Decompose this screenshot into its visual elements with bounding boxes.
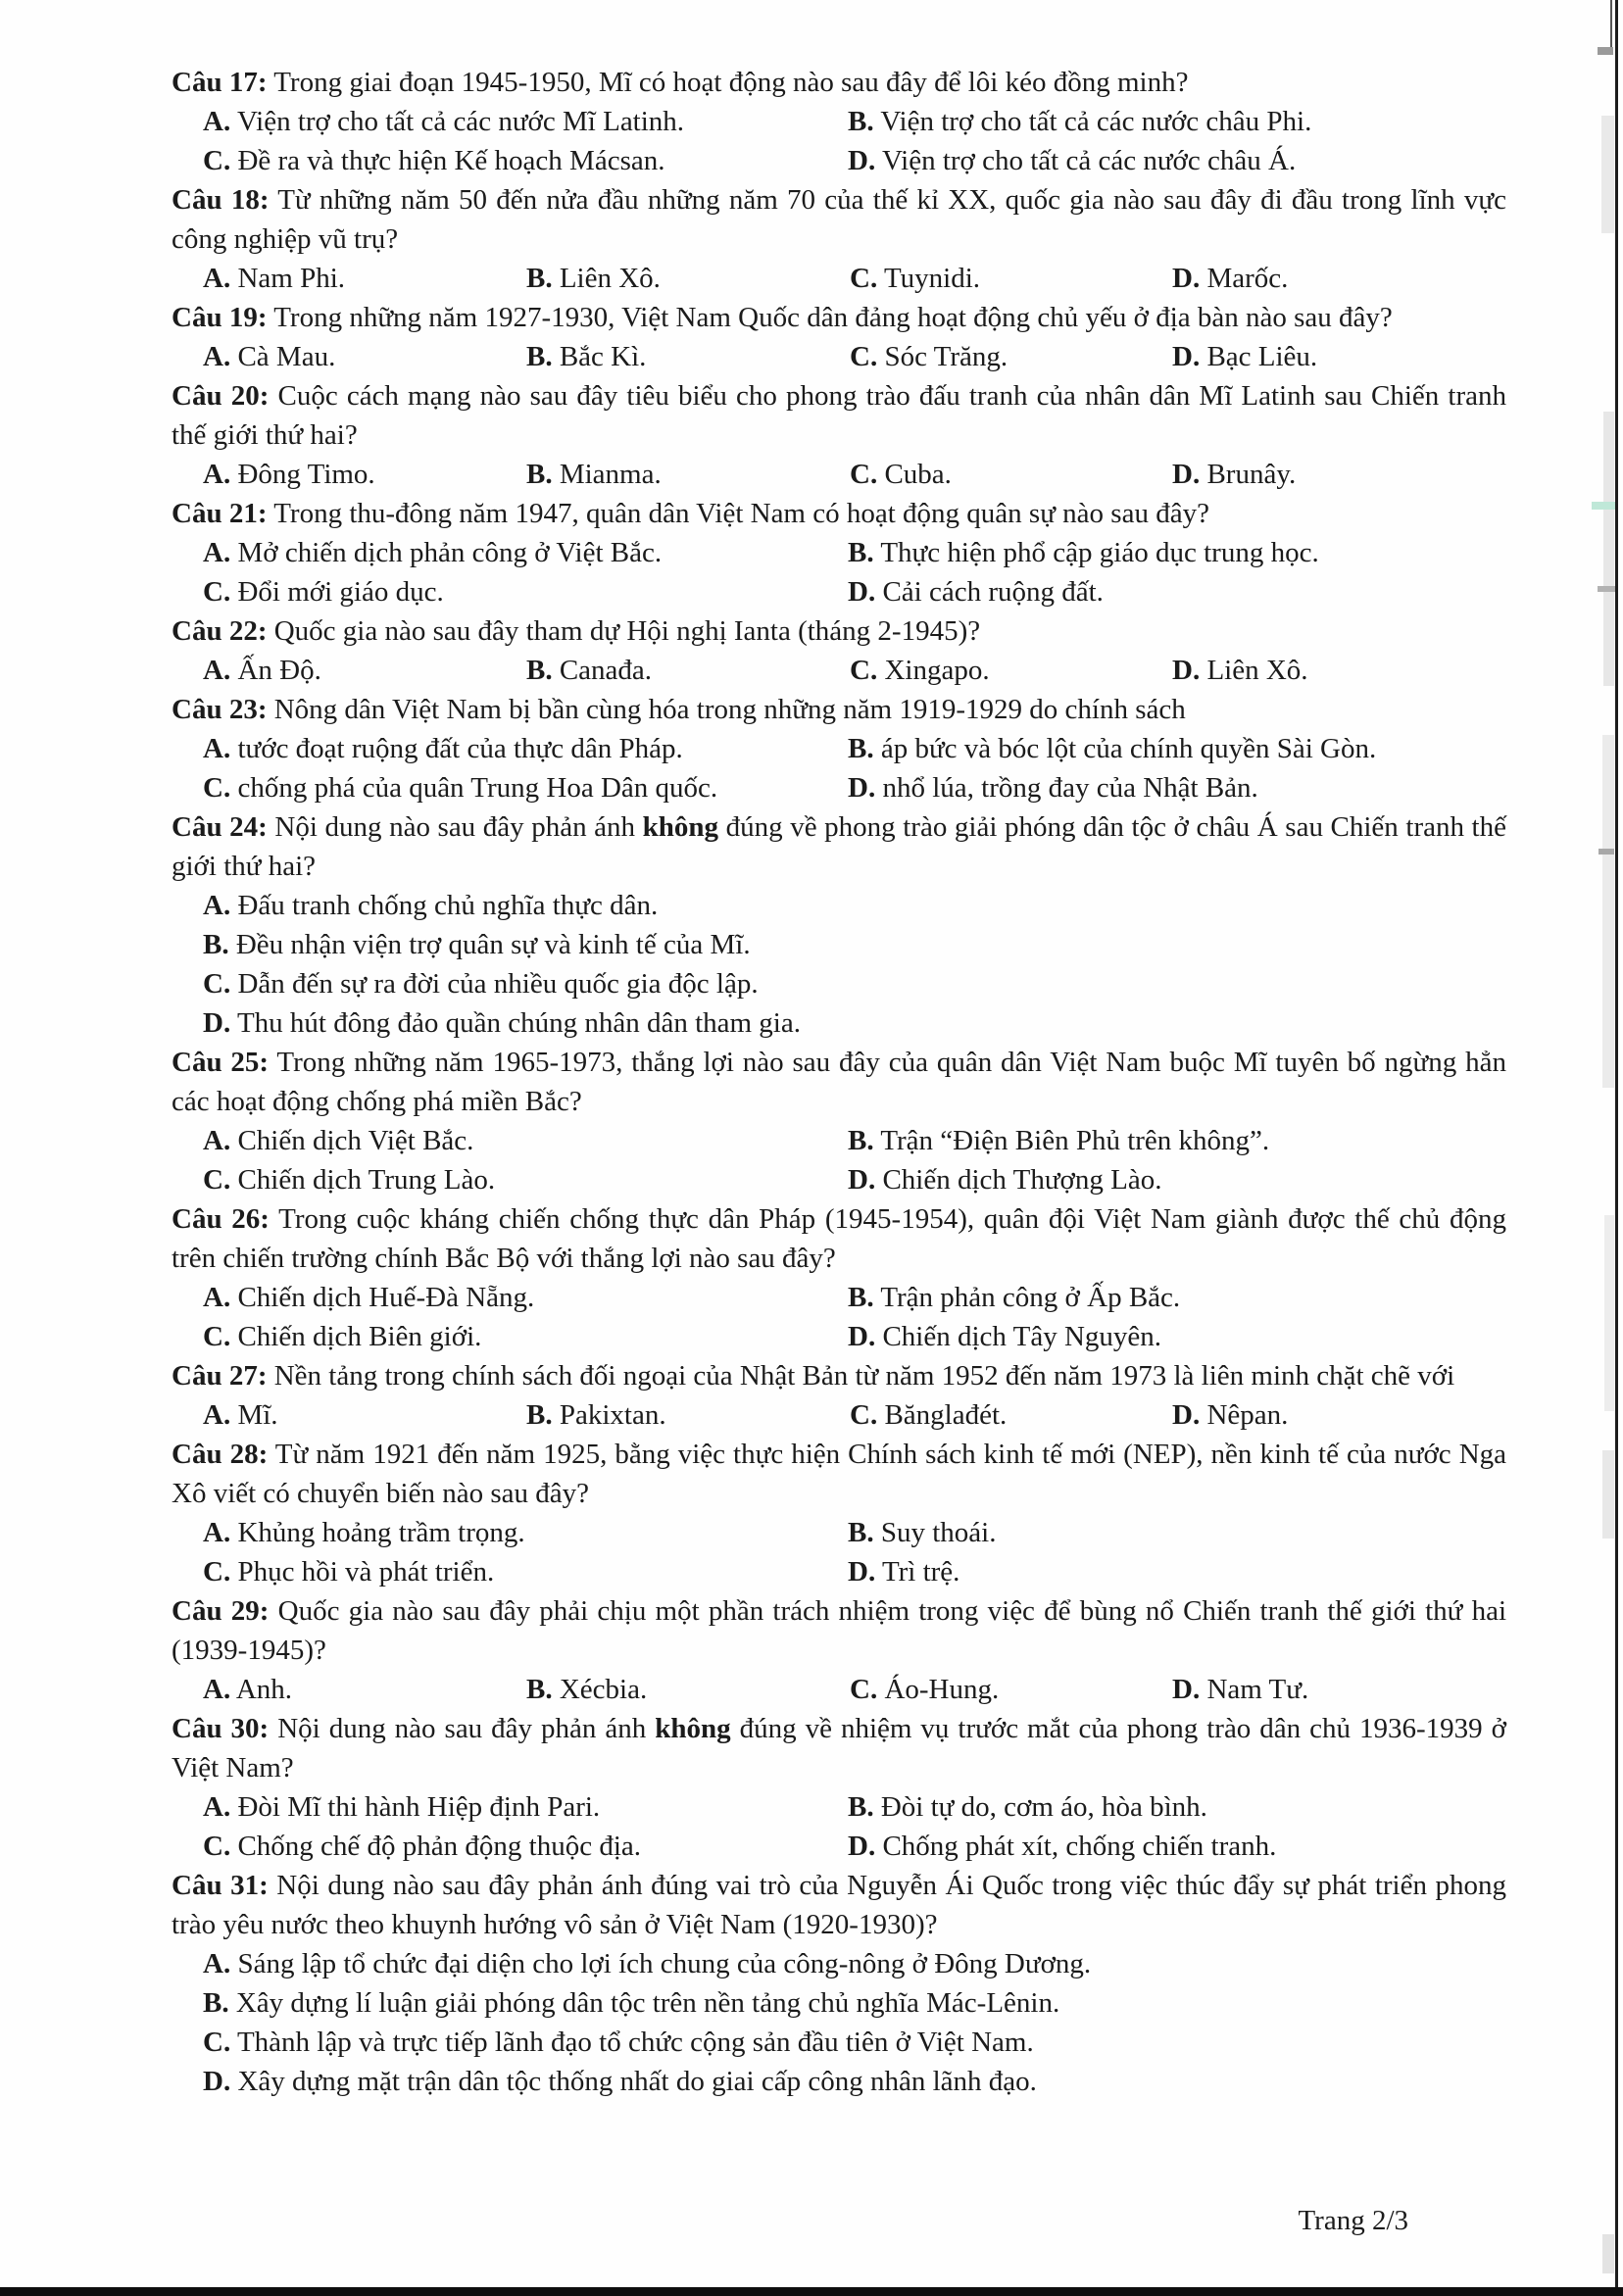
- option-letter: C.: [850, 1399, 878, 1431]
- scan-artifact: [1602, 1450, 1614, 1539]
- stem-text: Quốc gia nào sau đây phải chịu một phần trách nhiệm trong việc để bùng nổ Chiến tranh thế giới thứ hai (1939-1945)?: [172, 1595, 1507, 1666]
- option: [848, 768, 1506, 807]
- stem-text: Nông dân Việt Nam bị bần cùng hóa trong những năm 1919-1929 do chính sách: [273, 694, 1186, 725]
- option-letter: C.: [850, 341, 878, 372]
- option-letter: C.: [203, 145, 231, 176]
- question-number: Câu 26:: [172, 1203, 270, 1235]
- scan-artifact: [1598, 586, 1615, 592]
- question-number: Câu 27:: [172, 1360, 268, 1392]
- option-letter: A.: [203, 1282, 231, 1313]
- option-text: Chống chế độ phản động thuộc địa.: [237, 1831, 642, 1862]
- option-text: Viện trợ cho tất cả các nước châu Á.: [881, 145, 1297, 176]
- option-letter: B.: [526, 263, 553, 294]
- question-options: [203, 1944, 1506, 2101]
- option: [203, 1395, 526, 1435]
- question: [172, 1199, 1506, 1356]
- option-letter: C.: [203, 576, 231, 608]
- option: [203, 651, 526, 690]
- option: [1172, 337, 1506, 376]
- question: [172, 1043, 1506, 1199]
- option-letter: D.: [1172, 459, 1201, 490]
- option: [848, 1121, 1506, 1160]
- option-text: Thực hiện phổ cập giáo dục trung học.: [880, 537, 1319, 568]
- option-text: Trì trệ.: [881, 1556, 960, 1588]
- option-letter: C.: [203, 968, 231, 1000]
- option-text: Bắc Kì.: [559, 341, 647, 372]
- option-letter: A.: [203, 890, 231, 921]
- question-stem: [172, 1199, 1506, 1278]
- option-letter: B.: [848, 106, 874, 137]
- option-text: Đông Timo.: [237, 459, 375, 490]
- option-text: Xécbia.: [559, 1674, 648, 1705]
- option-letter: C.: [850, 655, 878, 686]
- option: [203, 2062, 1506, 2101]
- scan-artifact: [1602, 735, 1614, 1088]
- option: [203, 1670, 526, 1709]
- option-letter: C.: [850, 263, 878, 294]
- option-letter: A.: [203, 733, 231, 764]
- option-letter: C.: [203, 1831, 231, 1862]
- option: [848, 1552, 1506, 1591]
- stem-text: Nội dung nào sau đây phản ánh đúng vai trò của Nguyễn Ái Quốc trong việc thúc đẩy sự phát triển phong trào yêu nước theo khuynh hướng vô sản ở Việt Nam (1920-1930)?: [172, 1870, 1506, 1940]
- question-options: [203, 102, 1506, 180]
- question: [172, 180, 1506, 298]
- option: [203, 2023, 1506, 2062]
- option-letter: A.: [203, 1791, 231, 1823]
- scan-artifact: [1602, 2234, 1614, 2273]
- question-number: Câu 18:: [172, 184, 270, 216]
- option-letter: D.: [1172, 263, 1201, 294]
- option: [850, 1395, 1172, 1435]
- stem-text: đúng về nhiệm vụ trước mắt của phong trào dân chủ 1936-1939 ở Việt Nam?: [172, 1713, 1506, 1783]
- option-letter: B.: [526, 1674, 553, 1705]
- option-letter: B.: [848, 1791, 874, 1823]
- stem-text: Từ những năm 50 đến nửa đầu những năm 70 của thế kỉ XX, quốc gia nào sau đây đi đầu trong lĩnh vực công nghiệp vũ trụ?: [172, 184, 1506, 255]
- question-options: [203, 651, 1506, 690]
- option: [848, 141, 1506, 180]
- option-text: Đòi tự do, cơm áo, hòa bình.: [880, 1791, 1207, 1823]
- option-letter: D.: [848, 1164, 876, 1196]
- question-stem: [172, 180, 1506, 259]
- option-text: Nam Phi.: [237, 263, 346, 294]
- question: [172, 611, 1506, 690]
- option-text: Chiến dịch Thượng Lào.: [882, 1164, 1162, 1196]
- question: [172, 1356, 1506, 1435]
- option: [526, 1670, 850, 1709]
- option: [848, 533, 1506, 572]
- question: [172, 494, 1506, 611]
- option: [848, 1278, 1506, 1317]
- option: [848, 729, 1506, 768]
- question-number: Câu 20:: [172, 380, 270, 412]
- option-text: Chiến dịch Huế-Đà Nẵng.: [237, 1282, 535, 1313]
- option-letter: D.: [203, 1007, 231, 1039]
- option: [203, 533, 848, 572]
- option: [203, 1278, 848, 1317]
- option-letter: A.: [203, 459, 231, 490]
- question-stem: [172, 807, 1506, 886]
- option: [203, 259, 526, 298]
- question-number: Câu 28:: [172, 1439, 269, 1470]
- option-text: Cải cách ruộng đất.: [882, 576, 1104, 608]
- option-text: tước đoạt ruộng đất của thực dân Pháp.: [237, 733, 683, 764]
- question: [172, 690, 1506, 807]
- option-text: Xây dựng mặt trận dân tộc thống nhất do giai cấp công nhân lãnh đạo.: [237, 2066, 1037, 2097]
- question-options: [203, 1787, 1506, 1866]
- option-letter: B.: [526, 655, 553, 686]
- option: [203, 455, 526, 494]
- option-letter: C.: [203, 1321, 231, 1352]
- question-number: Câu 29:: [172, 1595, 270, 1627]
- option-letter: D.: [848, 145, 876, 176]
- stem-text: Nội dung nào sau đây phản ánh: [274, 811, 643, 843]
- option-letter: A.: [203, 1399, 231, 1431]
- option-letter: B.: [526, 459, 553, 490]
- question: [172, 1709, 1506, 1866]
- option: [203, 1121, 848, 1160]
- question-options: [203, 886, 1506, 1043]
- option: [848, 1317, 1506, 1356]
- option: [203, 141, 848, 180]
- option-text: Dẫn đến sự ra đời của nhiều quốc gia độc lập.: [237, 968, 759, 1000]
- option-letter: B.: [848, 1282, 874, 1313]
- option: [203, 1787, 848, 1827]
- question-stem: [172, 611, 1506, 651]
- option-letter: D.: [203, 2066, 231, 2097]
- option: [848, 1513, 1506, 1552]
- option-letter: A.: [203, 537, 231, 568]
- option-letter: B.: [203, 1987, 229, 2019]
- option: [203, 1552, 848, 1591]
- scan-bottom-bar: [0, 2287, 1623, 2296]
- option: [850, 337, 1172, 376]
- option: [203, 1827, 848, 1866]
- question-stem: [172, 1866, 1506, 1944]
- option-letter: A.: [203, 1674, 231, 1705]
- option: [848, 1160, 1506, 1199]
- option-text: Marốc.: [1206, 263, 1289, 294]
- option-letter: A.: [203, 341, 231, 372]
- question-stem: [172, 1043, 1506, 1121]
- option-letter: B.: [848, 1125, 874, 1156]
- option-letter: A.: [203, 1517, 231, 1548]
- question-number: Câu 24:: [172, 811, 268, 843]
- question: [172, 63, 1506, 180]
- scan-edge-line: [1615, 0, 1618, 2296]
- option-text: Brunây.: [1206, 459, 1297, 490]
- option-text: Sáng lập tổ chức đại diện cho lợi ích chung của công-nông ở Đông Dương.: [237, 1948, 1092, 1979]
- question-options: [203, 1278, 1506, 1356]
- option-letter: A.: [203, 1948, 231, 1979]
- option-text: Mĩ.: [237, 1399, 278, 1431]
- option-text: Chiến dịch Tây Nguyên.: [882, 1321, 1162, 1352]
- option-letter: C.: [203, 2027, 231, 2058]
- question: [172, 807, 1506, 1043]
- option-letter: A.: [203, 106, 231, 137]
- option: [203, 925, 1506, 964]
- option-text: Trận “Điện Biên Phủ trên không”.: [880, 1125, 1270, 1156]
- option-letter: D.: [848, 1831, 876, 1862]
- question-stem: [172, 63, 1506, 102]
- question-number: Câu 22:: [172, 615, 268, 647]
- option: [526, 337, 850, 376]
- option-text: Thu hút đông đảo quần chúng nhân dân tham gia.: [236, 1007, 801, 1039]
- option-text: Bạc Liêu.: [1206, 341, 1318, 372]
- option-text: Bănglađét.: [884, 1399, 1008, 1431]
- stem-text: Nền tảng trong chính sách đối ngoại của Nhật Bản từ năm 1952 đến năm 1973 là liên minh chặt chẽ với: [273, 1360, 1455, 1392]
- option-text: Chiến dịch Biên giới.: [237, 1321, 482, 1352]
- option: [1172, 651, 1506, 690]
- option: [850, 1670, 1172, 1709]
- option-letter: C.: [203, 1164, 231, 1196]
- option-text: Khủng hoảng trầm trọng.: [237, 1517, 525, 1548]
- question-stem: [172, 298, 1506, 337]
- option-letter: B.: [526, 1399, 553, 1431]
- option-letter: A.: [203, 1125, 231, 1156]
- question-options: [203, 1121, 1506, 1199]
- scan-artifact: [1601, 116, 1614, 233]
- option-text: Chiến dịch Trung Lào.: [237, 1164, 496, 1196]
- page-number: Trang 2/3: [1298, 2205, 1408, 2236]
- scan-artifact: [1598, 849, 1614, 855]
- option: [526, 455, 850, 494]
- option-letter: C.: [203, 1556, 231, 1588]
- option: [203, 1317, 848, 1356]
- stem-text: Từ năm 1921 đến năm 1925, bằng việc thực hiện Chính sách kinh tế mới (NEP), nền kinh tế của nước Nga Xô viết có chuyển biến nào sau đây?: [172, 1439, 1507, 1509]
- option: [203, 729, 848, 768]
- option-text: Đấu tranh chống chủ nghĩa thực dân.: [237, 890, 659, 921]
- option-text: Áo-Hung.: [884, 1674, 1000, 1705]
- question-stem: [172, 1435, 1506, 1513]
- option-text: Cà Mau.: [237, 341, 336, 372]
- option-text: Canađa.: [559, 655, 653, 686]
- option: [1172, 1670, 1506, 1709]
- option: [203, 768, 848, 807]
- option: [848, 1787, 1506, 1827]
- option-text: Ấn Độ.: [237, 655, 321, 686]
- option-text: nhổ lúa, trồng đay của Nhật Bản.: [882, 772, 1258, 804]
- option-text: Anh.: [235, 1674, 293, 1705]
- option: [203, 102, 848, 141]
- question-stem: [172, 494, 1506, 533]
- option: [203, 1160, 848, 1199]
- question-stem: [172, 376, 1506, 455]
- option-text: Trận phản công ở Ấp Bắc.: [880, 1282, 1181, 1313]
- stem-text: Trong những năm 1927-1930, Việt Nam Quốc dân đảng hoạt động chủ yếu ở địa bàn nào sau đây?: [273, 302, 1393, 333]
- question-options: [203, 337, 1506, 376]
- question-number: Câu 25:: [172, 1047, 270, 1078]
- question-number: Câu 30:: [172, 1713, 270, 1744]
- question-options: [203, 1395, 1506, 1435]
- option-letter: D.: [848, 1321, 876, 1352]
- option-letter: A.: [203, 655, 231, 686]
- question-options: [203, 1513, 1506, 1591]
- question-options: [203, 729, 1506, 807]
- question-number: Câu 21:: [172, 498, 268, 529]
- option: [848, 1827, 1506, 1866]
- option-text: Phục hồi và phát triển.: [237, 1556, 495, 1588]
- question-options: [203, 455, 1506, 494]
- option-text: Viện trợ cho tất cả các nước châu Phi.: [880, 106, 1312, 137]
- option: [1172, 259, 1506, 298]
- option-text: Chống phát xít, chống chiến tranh.: [882, 1831, 1277, 1862]
- option: [203, 1983, 1506, 2023]
- option-letter: B.: [526, 341, 553, 372]
- option: [526, 1395, 850, 1435]
- option: [203, 1944, 1506, 1983]
- question-options: [203, 259, 1506, 298]
- question-number: Câu 31:: [172, 1870, 269, 1901]
- question-options: [203, 533, 1506, 611]
- option-letter: D.: [1172, 1674, 1201, 1705]
- option-letter: A.: [203, 263, 231, 294]
- option-text: Pakixtan.: [559, 1399, 666, 1431]
- option-letter: D.: [1172, 1399, 1201, 1431]
- option: [1172, 1395, 1506, 1435]
- option-text: Đề ra và thực hiện Kế hoạch Mácsan.: [237, 145, 665, 176]
- option: [526, 259, 850, 298]
- option: [1172, 455, 1506, 494]
- question-list: [172, 63, 1506, 2101]
- option: [203, 572, 848, 611]
- option-letter: B.: [203, 929, 229, 960]
- question-stem: [172, 1591, 1506, 1670]
- question-stem: [172, 1356, 1506, 1395]
- question-number: Câu 19:: [172, 302, 268, 333]
- question-number: Câu 17:: [172, 67, 268, 98]
- stem-text: Trong cuộc kháng chiến chống thực dân Pháp (1945-1954), quân đội Việt Nam giành được thế chủ động trên chiến trường chính Bắc Bộ với thắng lợi nào sau đây?: [172, 1203, 1507, 1274]
- option-text: Mianma.: [559, 459, 662, 490]
- stem-text: Trong thu-đông năm 1947, quân dân Việt Nam có hoạt động quân sự nào sau đây?: [273, 498, 1209, 529]
- option-text: Xây dựng lí luận giải phóng dân tộc trên nền tảng chủ nghĩa Mác-Lênin.: [235, 1987, 1060, 2019]
- option-letter: B.: [848, 537, 874, 568]
- option: [850, 455, 1172, 494]
- question: [172, 298, 1506, 376]
- option-text: Đòi Mĩ thi hành Hiệp định Pari.: [237, 1791, 601, 1823]
- option: [203, 964, 1506, 1003]
- stem-text: Cuộc cách mạng nào sau đây tiêu biểu cho phong trào đấu tranh của nhân dân Mĩ Latinh sau Chiến tranh thế giới thứ hai?: [172, 380, 1506, 451]
- option-letter: D.: [1172, 655, 1201, 686]
- option-text: Liên Xô.: [559, 263, 661, 294]
- option: [203, 1513, 848, 1552]
- option-text: Tuynidi.: [883, 263, 980, 294]
- option: [203, 886, 1506, 925]
- option-text: chống phá của quân Trung Hoa Dân quốc.: [237, 772, 718, 804]
- question-number: Câu 23:: [172, 694, 268, 725]
- scan-artifact: [1598, 47, 1613, 55]
- option-text: Đều nhận viện trợ quân sự và kinh tế của Mĩ.: [235, 929, 751, 960]
- option-text: Nêpan.: [1206, 1399, 1289, 1431]
- stem-text: Quốc gia nào sau đây tham dự Hội nghị Ianta (tháng 2-1945)?: [273, 615, 981, 647]
- option-letter: D.: [848, 1556, 876, 1588]
- scan-artifact: [1592, 502, 1615, 510]
- question-stem: [172, 1709, 1506, 1787]
- option-letter: B.: [848, 733, 874, 764]
- stem-text: không: [642, 811, 719, 843]
- question: [172, 376, 1506, 494]
- stem-text: Trong những năm 1965-1973, thắng lợi nào sau đây của quân dân Việt Nam buộc Mĩ tuyên bố ngừng hẳn các hoạt động chống phá miền Bắc?: [172, 1047, 1506, 1117]
- option: [848, 572, 1506, 611]
- option: [848, 102, 1506, 141]
- option-text: Liên Xô.: [1206, 655, 1308, 686]
- option-letter: D.: [848, 576, 876, 608]
- option: [850, 651, 1172, 690]
- option-text: Xingapo.: [884, 655, 990, 686]
- option-letter: D.: [848, 772, 876, 804]
- page-footer: [1298, 2203, 1408, 2238]
- option-text: Suy thoái.: [880, 1517, 997, 1548]
- option-text: Sóc Trăng.: [884, 341, 1008, 372]
- option-text: Nam Tư.: [1206, 1674, 1309, 1705]
- stem-text: Trong giai đoạn 1945-1950, Mĩ có hoạt động nào sau đây để lôi kéo đồng minh?: [273, 67, 1189, 98]
- option: [203, 1003, 1506, 1043]
- option-letter: B.: [848, 1517, 874, 1548]
- scan-artifact: [1604, 1215, 1614, 1411]
- option-text: Mở chiến dịch phản công ở Việt Bắc.: [237, 537, 663, 568]
- option-text: Chiến dịch Việt Bắc.: [237, 1125, 474, 1156]
- question: [172, 1591, 1506, 1709]
- question: [172, 1866, 1506, 2101]
- option-text: Thành lập và trực tiếp lãnh đạo tổ chức cộng sản đầu tiên ở Việt Nam.: [236, 2027, 1034, 2058]
- question-options: [203, 1670, 1506, 1709]
- option: [526, 651, 850, 690]
- question-stem: [172, 690, 1506, 729]
- scan-artifact: [1603, 412, 1614, 686]
- option-text: Viện trợ cho tất cả các nước Mĩ Latinh.: [236, 106, 685, 137]
- option-letter: D.: [1172, 341, 1201, 372]
- option: [203, 337, 526, 376]
- stem-text: không: [655, 1713, 731, 1744]
- option-letter: C.: [203, 772, 231, 804]
- option-text: Cuba.: [884, 459, 952, 490]
- option-text: áp bức và bóc lột của chính quyền Sài Gòn.: [880, 733, 1377, 764]
- option-letter: C.: [850, 1674, 878, 1705]
- question: [172, 1435, 1506, 1591]
- option: [850, 259, 1172, 298]
- option-letter: C.: [850, 459, 878, 490]
- option-text: Đổi mới giáo dục.: [237, 576, 444, 608]
- stem-text: Nội dung nào sau đây phản ánh: [277, 1713, 656, 1744]
- stem-text: đúng về phong trào giải phóng dân tộc ở châu Á sau Chiến tranh thế giới thứ hai?: [172, 811, 1506, 882]
